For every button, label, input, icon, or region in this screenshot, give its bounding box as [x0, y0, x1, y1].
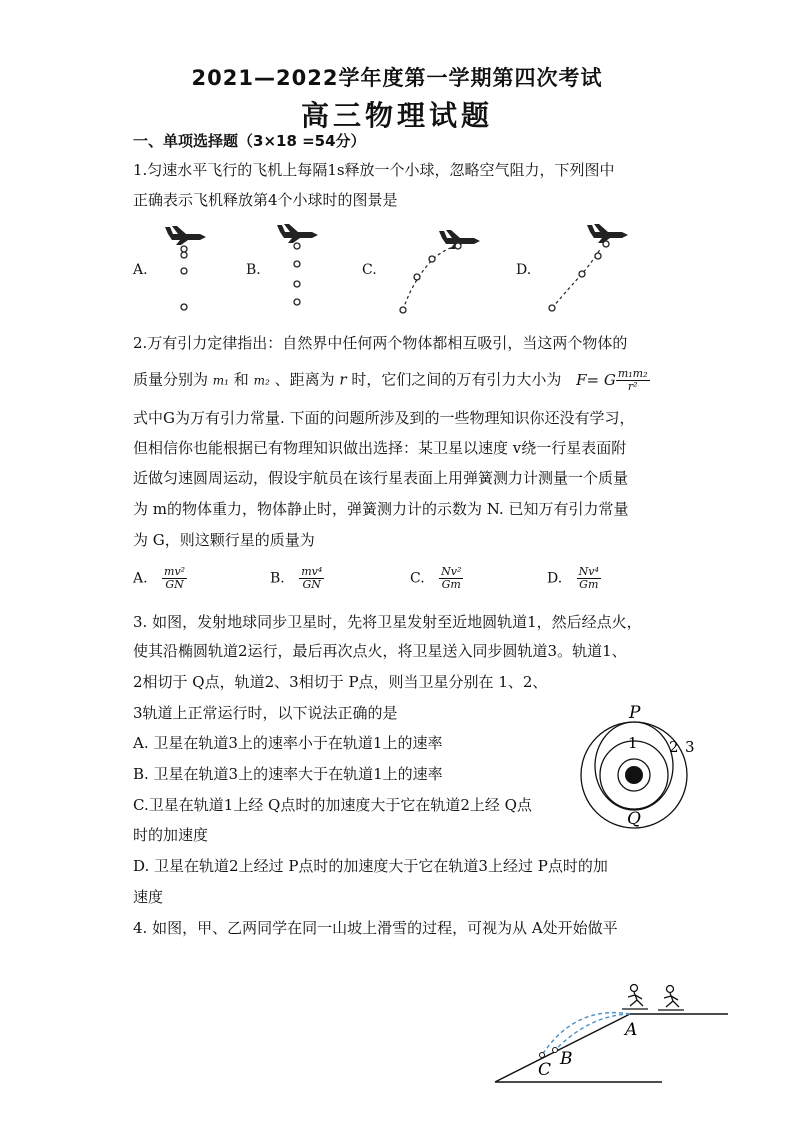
landing-point-b	[553, 1048, 558, 1053]
gravity-formula-denominator: r²	[627, 380, 638, 393]
q3-line-3: 2相切于 Q点，轨道2、3相切于 P点，则当卫星分别在 1、2、	[133, 673, 548, 691]
orbit-1-label: 1	[628, 734, 638, 752]
ski-slope-diagram	[490, 975, 740, 1090]
page-title: 高三物理试题	[300, 99, 493, 132]
q2-text: 时，它们之间的万有引力大小为	[351, 370, 562, 389]
q3-option-d-line-1: D. 卫星在轨道2上经过 P点时的加速度大于它在轨道3上经过 P点时的加	[133, 857, 608, 875]
q1-option-d-label: D.	[516, 262, 532, 278]
q1-figure-c	[400, 230, 480, 313]
slope	[495, 1014, 630, 1082]
fraction-denominator: GN	[165, 578, 184, 591]
point-a-label: A	[625, 1020, 638, 1040]
orbit-3-label: 3	[685, 738, 695, 756]
earth	[625, 766, 643, 784]
skier-jia	[622, 985, 648, 1010]
q3-line-4: 3轨道上正常运行时，以下说法正确的是	[133, 704, 398, 722]
point-q-label: Q	[627, 809, 641, 829]
q2-text: 和	[233, 370, 249, 389]
q2-option-fraction	[162, 566, 187, 591]
q2-option-fraction	[299, 566, 324, 591]
fraction-denominator: GN	[302, 578, 321, 591]
q3-option-a: A. 卫星在轨道3上的速率小于在轨道1上的速率	[133, 734, 443, 752]
q1-figures	[150, 222, 650, 322]
fraction-denominator: Gm	[579, 578, 599, 591]
q2-option-label: D.	[547, 570, 563, 587]
orbit-diagram	[570, 700, 710, 830]
q2-option-fraction	[577, 566, 601, 591]
q1-option-b-label: B.	[246, 262, 261, 278]
q1-option-c-label: C.	[362, 262, 377, 278]
fraction-denominator: Gm	[441, 578, 461, 591]
fraction-numerator: mv⁴	[301, 565, 323, 578]
q4-line-1: 4. 如图，甲、乙两同学在同一山坡上滑雪的过程，可视为从 A处开始做平	[133, 919, 618, 937]
q2-line-1: 2.万有引力定律指出：自然界中任何两个物体都相互吸引，当这两个物体的	[133, 334, 628, 352]
q3-line-2: 使其沿椭圆轨道2运行，最后再次点火，将卫星送入同步圆轨道3。轨道1、	[133, 642, 627, 660]
gravity-formula-fraction	[616, 368, 650, 393]
q2-option-label: A.	[133, 570, 148, 587]
orbit-2-label: 2	[669, 738, 679, 756]
q2-line-5: 近做匀速圆周运动，假设宇航员在该行星表面上用弹簧测力计测量一个质量	[133, 469, 629, 487]
q3-option-c-line-2: 时的加速度	[133, 826, 209, 844]
q1-option-a-label: A.	[133, 262, 148, 278]
q2-option-a	[133, 566, 187, 591]
q2-line-4: 但相信你也能根据已有物理知识做出选择：某卫星以速度 v绕一行星表面附	[133, 439, 627, 457]
fraction-numerator: Nv²	[441, 565, 462, 578]
q2-line-2	[133, 368, 650, 393]
exam-heading: 2021—2022学年度第一学期第四次考试	[191, 66, 603, 90]
fraction-numerator: mv²	[164, 565, 186, 578]
q2-option-d	[547, 566, 601, 591]
gravity-formula-lhs: F= G	[576, 370, 616, 389]
q1-figure-a	[165, 226, 206, 310]
q2-r: r	[339, 370, 347, 389]
q2-option-fraction	[439, 566, 463, 591]
q3-option-c-line-1: C.卫星在轨道1上经 Q点时的加速度大于它在轨道2上经 Q点	[133, 796, 532, 814]
landing-point-c	[540, 1053, 545, 1058]
fraction-numerator: Nv⁴	[578, 565, 599, 578]
point-c-label: C	[538, 1060, 552, 1080]
gravity-formula-numerator: m₁m₂	[617, 367, 648, 380]
q1-figure-b	[277, 224, 318, 305]
q1-figure-d	[549, 224, 628, 311]
q1-line-2: 正确表示飞机释放第4个小球时的图景是	[133, 191, 398, 209]
q2-line-3: 式中G为万有引力常量. 下面的问题所涉及到的一些物理知识你还没有学习，	[133, 409, 635, 427]
q3-option-d-line-2: 速度	[133, 888, 164, 906]
q2-line-7: 为 G，则这颗行星的质量为	[133, 531, 315, 549]
q2-option-label: B.	[270, 570, 285, 587]
skier-yi	[658, 986, 684, 1011]
q2-text: 质量分别为	[133, 370, 209, 389]
q2-m2: m₂	[253, 373, 270, 388]
point-b-label: B	[560, 1049, 573, 1069]
q2-option-label: C.	[410, 570, 425, 587]
q3-option-b: B. 卫星在轨道3上的速率大于在轨道1上的速率	[133, 765, 443, 783]
point-p-label: P	[629, 703, 641, 723]
q3-line-1: 3. 如图，发射地球同步卫星时，先将卫星发射至近地圆轨道1，然后经点火，	[133, 613, 642, 631]
q2-m1: m₁	[212, 373, 229, 388]
q2-line-6: 为 m的物体重力，物体静止时，弹簧测力计的示数为 N. 已知万有引力常量	[133, 500, 629, 518]
section-heading: 一、单项选择题（3×18 =54分）	[133, 132, 366, 150]
q2-option-c	[410, 566, 463, 591]
q2-text: 、距离为	[274, 370, 335, 389]
q2-option-b	[270, 566, 324, 591]
q1-line-1: 1.匀速水平飞行的飞机上每隔1s释放一个小球，忽略空气阻力，下列图中	[133, 161, 615, 179]
